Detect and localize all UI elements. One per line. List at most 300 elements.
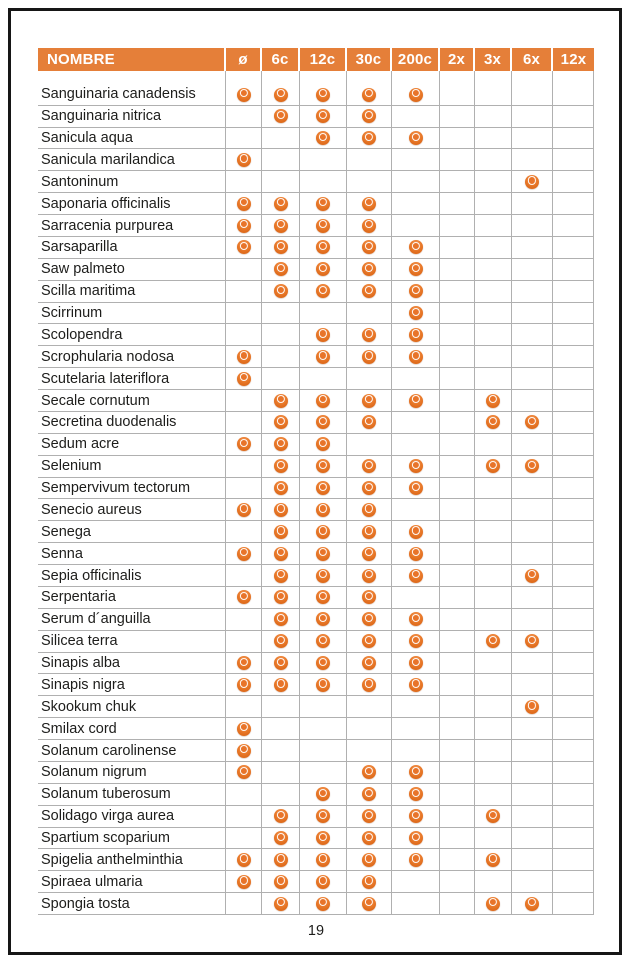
potency-cell-30c (347, 149, 392, 170)
potency-cell-ø (226, 740, 262, 761)
potency-cell-12c (300, 237, 347, 258)
availability-dot-icon (237, 153, 251, 167)
potency-cell-12x (553, 631, 594, 652)
potency-cell-12c (300, 718, 347, 739)
potency-cell-12x (553, 740, 594, 761)
potency-cell-3x (475, 193, 512, 214)
potency-cell-ø (226, 456, 262, 477)
potency-cell-6x (512, 281, 553, 302)
potency-cell-6x (512, 784, 553, 805)
remedy-name: Secale cornutum (38, 390, 226, 411)
column-header-30c: 30c (347, 48, 392, 71)
potency-cell-ø (226, 259, 262, 280)
potency-cell-200c (392, 106, 440, 127)
potency-cell-12x (553, 806, 594, 827)
availability-dot-icon (409, 350, 423, 364)
potency-cell-12x (553, 368, 594, 389)
potency-cell-12c (300, 171, 347, 192)
availability-dot-icon (409, 131, 423, 145)
availability-dot-icon (316, 459, 330, 473)
potency-cell-12x (553, 653, 594, 674)
potency-cell-2x (440, 324, 475, 345)
remedy-name: Senecio aureus (38, 499, 226, 520)
availability-dot-icon (409, 809, 423, 823)
table-row (38, 784, 594, 806)
potency-cell-3x (475, 456, 512, 477)
potency-cell-2x (440, 543, 475, 564)
remedy-name: Sempervivum tectorum (38, 478, 226, 499)
potency-cell-12c (300, 849, 347, 870)
table-row (38, 128, 594, 150)
potency-cell-12x (553, 499, 594, 520)
remedy-name: Sinapis nigra (38, 674, 226, 695)
availability-dot-icon (362, 656, 376, 670)
remedy-name: Saw palmeto (38, 259, 226, 280)
remedy-name: Serum d´anguilla (38, 609, 226, 630)
potency-cell-ø (226, 718, 262, 739)
potency-cell-12c (300, 762, 347, 783)
potency-cell-ø (226, 128, 262, 149)
potency-cell-6x (512, 893, 553, 914)
potency-cell-12x (553, 346, 594, 367)
potency-cell-200c (392, 390, 440, 411)
potency-cell-ø (226, 806, 262, 827)
table-row (38, 696, 594, 718)
column-header-6c: 6c (262, 48, 300, 71)
potency-cell-12x (553, 281, 594, 302)
potency-cell-6x (512, 674, 553, 695)
availability-dot-icon (316, 590, 330, 604)
potency-cell-30c (347, 215, 392, 236)
potency-cell-30c (347, 674, 392, 695)
availability-dot-icon (409, 634, 423, 648)
potency-cell-12x (553, 828, 594, 849)
potency-cell-2x (440, 171, 475, 192)
potency-cell-6c (262, 71, 300, 105)
column-header-nombre: NOMBRE (38, 48, 226, 71)
potency-cell-200c (392, 565, 440, 586)
potency-cell-6x (512, 762, 553, 783)
availability-dot-icon (362, 503, 376, 517)
potency-cell-ø (226, 499, 262, 520)
availability-dot-icon (316, 394, 330, 408)
potency-cell-30c (347, 521, 392, 542)
potency-cell-200c (392, 806, 440, 827)
potency-cell-30c (347, 587, 392, 608)
potency-cell-ø (226, 543, 262, 564)
potency-cell-30c (347, 368, 392, 389)
potency-cell-6x (512, 434, 553, 455)
potency-cell-30c (347, 71, 392, 105)
availability-dot-icon (362, 612, 376, 626)
potency-cell-6c (262, 806, 300, 827)
potency-cell-30c (347, 631, 392, 652)
potency-cell-12x (553, 259, 594, 280)
potency-cell-12c (300, 193, 347, 214)
availability-dot-icon (316, 109, 330, 123)
potency-cell-3x (475, 412, 512, 433)
potency-cell-30c (347, 653, 392, 674)
potency-cell-3x (475, 849, 512, 870)
potency-cell-3x (475, 237, 512, 258)
potency-cell-12c (300, 543, 347, 564)
availability-dot-icon (274, 525, 288, 539)
availability-dot-icon (316, 503, 330, 517)
availability-dot-icon (316, 547, 330, 561)
potency-cell-2x (440, 609, 475, 630)
availability-dot-icon (409, 88, 423, 102)
column-header-3x: 3x (475, 48, 512, 71)
availability-dot-icon (362, 240, 376, 254)
availability-dot-icon (274, 590, 288, 604)
potency-cell-6x (512, 499, 553, 520)
availability-dot-icon (274, 656, 288, 670)
table-row (38, 806, 594, 828)
potency-cell-12c (300, 631, 347, 652)
potency-cell-12x (553, 106, 594, 127)
potency-cell-30c (347, 499, 392, 520)
potency-cell-12c (300, 259, 347, 280)
potency-cell-12c (300, 828, 347, 849)
potency-cell-6c (262, 193, 300, 214)
availability-dot-icon (486, 897, 500, 911)
availability-dot-icon (316, 219, 330, 233)
potency-cell-6x (512, 346, 553, 367)
potency-cell-6c (262, 456, 300, 477)
potency-cell-12x (553, 237, 594, 258)
potency-cell-2x (440, 71, 475, 105)
potency-cell-200c (392, 740, 440, 761)
potency-cell-6c (262, 653, 300, 674)
potency-cell-3x (475, 346, 512, 367)
remedy-name: Sarsaparilla (38, 237, 226, 258)
availability-dot-icon (362, 809, 376, 823)
potency-cell-12x (553, 478, 594, 499)
potency-cell-2x (440, 259, 475, 280)
potency-cell-12c (300, 434, 347, 455)
potency-cell-6x (512, 71, 553, 105)
potency-cell-3x (475, 806, 512, 827)
potency-cell-200c (392, 762, 440, 783)
potency-cell-12c (300, 303, 347, 324)
table-row (38, 565, 594, 587)
potency-cell-12x (553, 171, 594, 192)
potency-cell-ø (226, 368, 262, 389)
potency-cell-2x (440, 828, 475, 849)
availability-dot-icon (409, 612, 423, 626)
potency-cell-12c (300, 609, 347, 630)
potency-cell-200c (392, 653, 440, 674)
availability-dot-icon (362, 350, 376, 364)
remedy-name: Scolopendra (38, 324, 226, 345)
potency-cell-2x (440, 499, 475, 520)
potency-cell-200c (392, 412, 440, 433)
potency-cell-200c (392, 521, 440, 542)
potency-cell-3x (475, 368, 512, 389)
remedy-name: Secretina duodenalis (38, 412, 226, 433)
potency-cell-2x (440, 740, 475, 761)
availability-dot-icon (362, 547, 376, 561)
potency-cell-6x (512, 106, 553, 127)
potency-cell-12c (300, 128, 347, 149)
availability-dot-icon (409, 284, 423, 298)
table-row (38, 390, 594, 412)
potency-cell-12x (553, 696, 594, 717)
table-row (38, 303, 594, 325)
table-row (38, 412, 594, 434)
potency-cell-2x (440, 303, 475, 324)
potency-cell-6x (512, 565, 553, 586)
potency-cell-12c (300, 281, 347, 302)
potency-cell-12x (553, 390, 594, 411)
potency-cell-12c (300, 456, 347, 477)
availability-dot-icon (274, 569, 288, 583)
potency-cell-6x (512, 303, 553, 324)
remedy-name: Sedum acre (38, 434, 226, 455)
availability-dot-icon (274, 415, 288, 429)
potency-cell-200c (392, 215, 440, 236)
availability-dot-icon (525, 700, 539, 714)
potency-cell-6c (262, 478, 300, 499)
potency-cell-ø (226, 106, 262, 127)
potency-cell-ø (226, 390, 262, 411)
remedy-name: Selenium (38, 456, 226, 477)
potency-cell-30c (347, 193, 392, 214)
table-row (38, 499, 594, 521)
availability-dot-icon (362, 459, 376, 473)
potency-cell-6x (512, 718, 553, 739)
potency-cell-12x (553, 849, 594, 870)
availability-dot-icon (316, 284, 330, 298)
potency-cell-6c (262, 631, 300, 652)
availability-dot-icon (316, 831, 330, 845)
potency-cell-12x (553, 587, 594, 608)
potency-cell-200c (392, 849, 440, 870)
potency-cell-200c (392, 871, 440, 892)
availability-dot-icon (409, 394, 423, 408)
potency-cell-12c (300, 893, 347, 914)
column-header-2x: 2x (440, 48, 475, 71)
potency-cell-200c (392, 281, 440, 302)
column-header-200c: 200c (392, 48, 440, 71)
potency-cell-2x (440, 237, 475, 258)
potency-cell-12c (300, 106, 347, 127)
potency-cell-12c (300, 696, 347, 717)
potency-cell-6x (512, 149, 553, 170)
potency-cell-6c (262, 106, 300, 127)
availability-dot-icon (237, 722, 251, 736)
potency-cell-ø (226, 849, 262, 870)
potency-cell-2x (440, 762, 475, 783)
table-row (38, 456, 594, 478)
table-row (38, 71, 594, 106)
availability-dot-icon (274, 612, 288, 626)
potency-cell-12x (553, 543, 594, 564)
potency-cell-ø (226, 696, 262, 717)
availability-dot-icon (362, 415, 376, 429)
remedy-name: Senega (38, 521, 226, 542)
availability-dot-icon (316, 569, 330, 583)
potency-cell-30c (347, 565, 392, 586)
potency-cell-ø (226, 281, 262, 302)
potency-cell-2x (440, 653, 475, 674)
potency-cell-2x (440, 478, 475, 499)
potency-cell-ø (226, 653, 262, 674)
availability-dot-icon (316, 853, 330, 867)
table-row (38, 718, 594, 740)
table-row (38, 106, 594, 128)
potency-cell-6c (262, 171, 300, 192)
availability-dot-icon (409, 525, 423, 539)
potency-cell-3x (475, 128, 512, 149)
potency-cell-3x (475, 390, 512, 411)
availability-dot-icon (525, 634, 539, 648)
availability-dot-icon (237, 350, 251, 364)
potency-cell-12c (300, 565, 347, 586)
column-header-12x: 12x (553, 48, 594, 71)
potency-cell-6x (512, 412, 553, 433)
potency-cell-200c (392, 368, 440, 389)
potency-cell-12c (300, 740, 347, 761)
potency-cell-3x (475, 521, 512, 542)
potency-cell-30c (347, 718, 392, 739)
potency-cell-12c (300, 71, 347, 105)
availability-dot-icon (525, 569, 539, 583)
availability-dot-icon (486, 394, 500, 408)
availability-dot-icon (409, 656, 423, 670)
availability-dot-icon (362, 109, 376, 123)
potency-cell-30c (347, 259, 392, 280)
potency-cell-30c (347, 346, 392, 367)
potency-cell-200c (392, 587, 440, 608)
potency-cell-6x (512, 259, 553, 280)
potency-cell-30c (347, 696, 392, 717)
potency-cell-6x (512, 215, 553, 236)
potency-cell-30c (347, 171, 392, 192)
availability-dot-icon (274, 240, 288, 254)
remedy-name: Solidago virga aurea (38, 806, 226, 827)
availability-dot-icon (274, 262, 288, 276)
remedy-name: Senna (38, 543, 226, 564)
availability-dot-icon (316, 634, 330, 648)
potency-cell-200c (392, 71, 440, 105)
potency-cell-6c (262, 740, 300, 761)
availability-dot-icon (316, 897, 330, 911)
potency-cell-30c (347, 871, 392, 892)
table-row (38, 587, 594, 609)
availability-dot-icon (274, 678, 288, 692)
potency-cell-30c (347, 849, 392, 870)
availability-dot-icon (362, 525, 376, 539)
potency-cell-2x (440, 434, 475, 455)
availability-dot-icon (274, 897, 288, 911)
potency-cell-2x (440, 521, 475, 542)
potency-cell-200c (392, 674, 440, 695)
potency-cell-200c (392, 696, 440, 717)
availability-dot-icon (362, 678, 376, 692)
potency-cell-30c (347, 303, 392, 324)
availability-dot-icon (316, 131, 330, 145)
remedy-name: Silicea terra (38, 631, 226, 652)
potency-cell-2x (440, 412, 475, 433)
availability-dot-icon (237, 219, 251, 233)
remedy-name: Smilax cord (38, 718, 226, 739)
remedies-table (38, 48, 594, 915)
potency-cell-3x (475, 631, 512, 652)
remedy-name: Scilla maritima (38, 281, 226, 302)
potency-cell-6c (262, 871, 300, 892)
potency-cell-6c (262, 303, 300, 324)
availability-dot-icon (316, 525, 330, 539)
potency-cell-6c (262, 368, 300, 389)
potency-cell-12c (300, 587, 347, 608)
potency-cell-3x (475, 784, 512, 805)
potency-cell-ø (226, 587, 262, 608)
potency-cell-6x (512, 171, 553, 192)
availability-dot-icon (525, 415, 539, 429)
availability-dot-icon (237, 240, 251, 254)
remedy-name: Sanicula aqua (38, 128, 226, 149)
potency-cell-12x (553, 434, 594, 455)
availability-dot-icon (274, 437, 288, 451)
availability-dot-icon (237, 547, 251, 561)
table-row (38, 281, 594, 303)
potency-cell-12x (553, 871, 594, 892)
potency-cell-12x (553, 762, 594, 783)
table-row (38, 893, 594, 915)
availability-dot-icon (237, 590, 251, 604)
potency-cell-3x (475, 587, 512, 608)
availability-dot-icon (409, 481, 423, 495)
potency-cell-12c (300, 324, 347, 345)
potency-cell-6x (512, 324, 553, 345)
potency-cell-ø (226, 893, 262, 914)
potency-cell-12c (300, 149, 347, 170)
table-row (38, 849, 594, 871)
availability-dot-icon (409, 240, 423, 254)
potency-cell-6x (512, 740, 553, 761)
potency-cell-12x (553, 609, 594, 630)
potency-cell-6c (262, 609, 300, 630)
remedy-name: Sarracenia purpurea (38, 215, 226, 236)
availability-dot-icon (362, 262, 376, 276)
potency-cell-12c (300, 784, 347, 805)
potency-cell-200c (392, 434, 440, 455)
potency-cell-2x (440, 215, 475, 236)
potency-cell-2x (440, 456, 475, 477)
potency-cell-12x (553, 565, 594, 586)
potency-cell-3x (475, 762, 512, 783)
availability-dot-icon (486, 809, 500, 823)
remedy-name: Sinapis alba (38, 653, 226, 674)
potency-cell-2x (440, 346, 475, 367)
potency-cell-ø (226, 871, 262, 892)
potency-cell-3x (475, 71, 512, 105)
potency-cell-6x (512, 390, 553, 411)
potency-cell-200c (392, 149, 440, 170)
column-header-6x: 6x (512, 48, 553, 71)
potency-cell-12c (300, 521, 347, 542)
potency-cell-12x (553, 303, 594, 324)
potency-cell-3x (475, 324, 512, 345)
table-row (38, 368, 594, 390)
table-row (38, 543, 594, 565)
availability-dot-icon (274, 219, 288, 233)
potency-cell-3x (475, 871, 512, 892)
availability-dot-icon (486, 634, 500, 648)
potency-cell-12x (553, 215, 594, 236)
availability-dot-icon (362, 590, 376, 604)
